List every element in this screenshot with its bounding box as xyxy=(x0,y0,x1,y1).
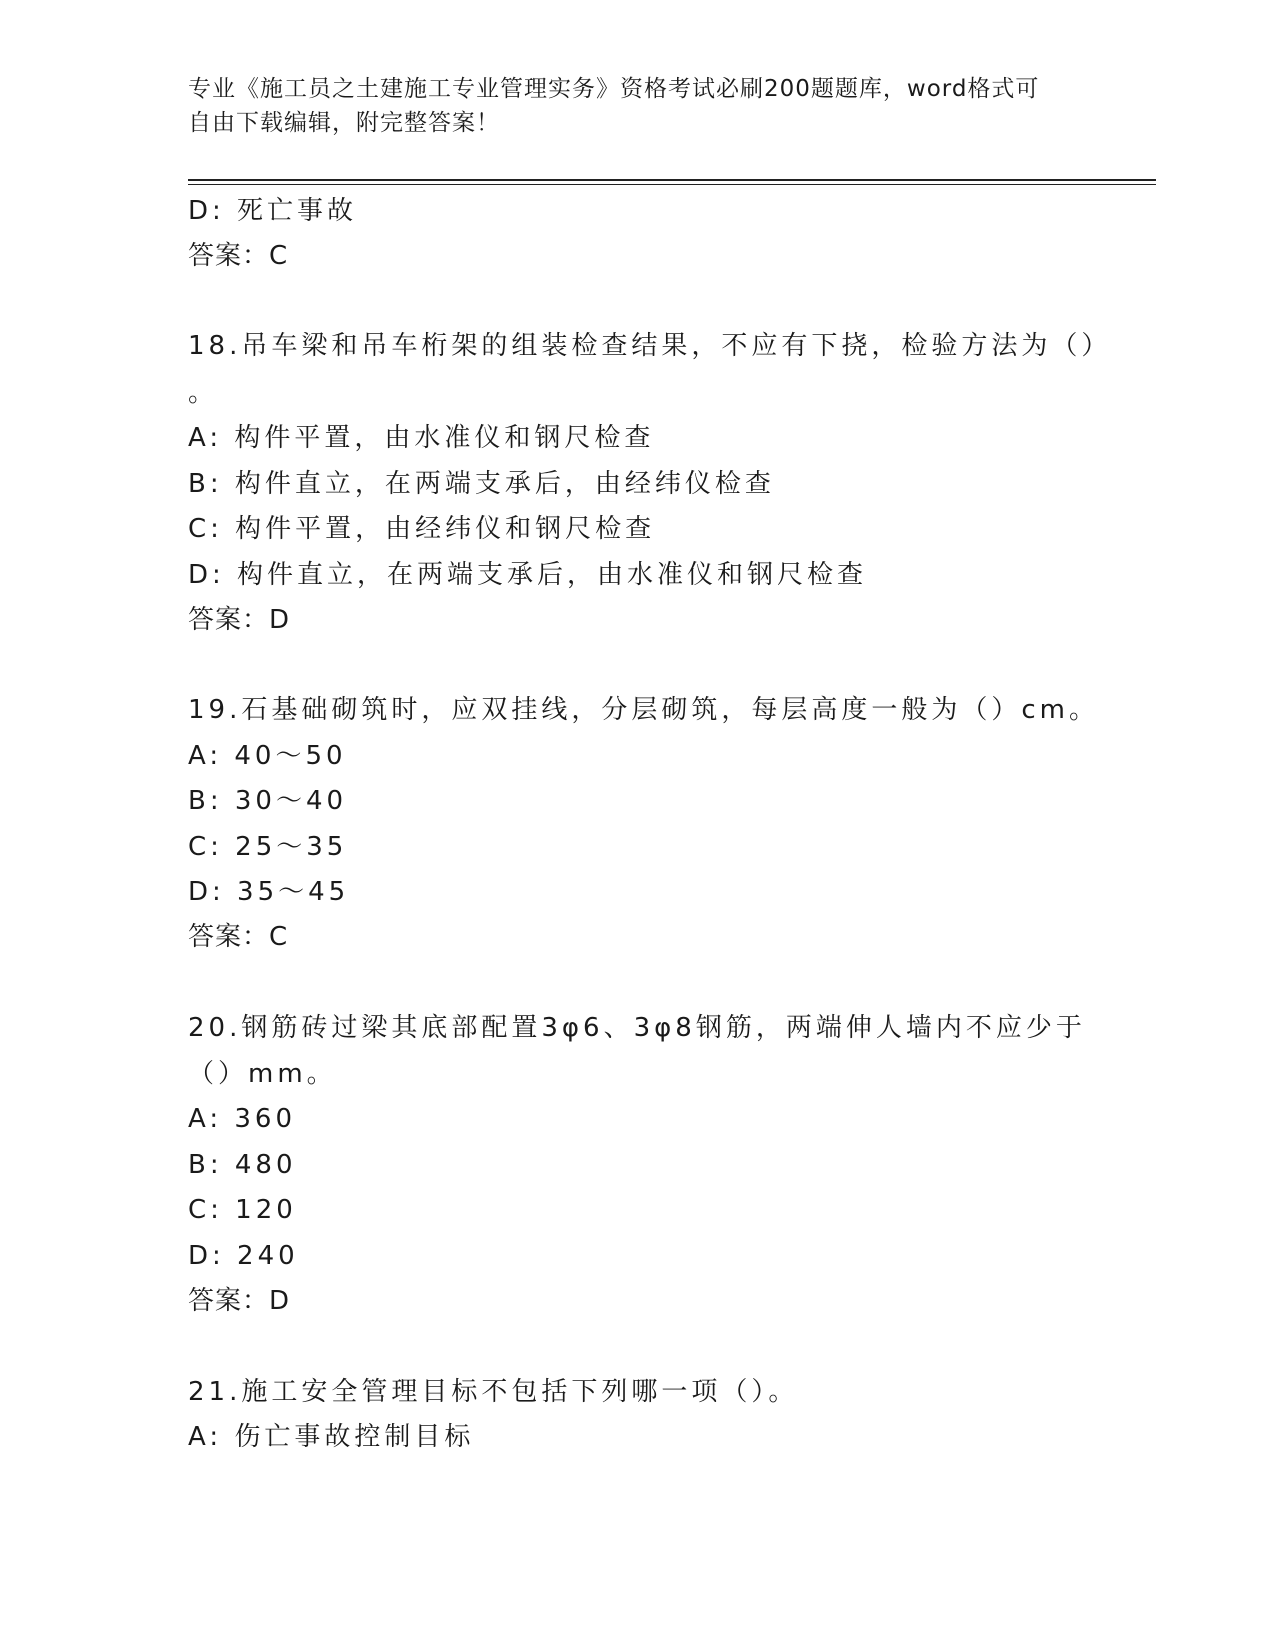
option-line: D: 构件直立，在两端支承后，由水准仪和钢尺检查 xyxy=(188,560,868,590)
question-text: 。 xyxy=(188,378,219,408)
option-line: A: 360 xyxy=(188,1104,296,1134)
option-line: C: 120 xyxy=(188,1195,297,1225)
option-line: C: 25～35 xyxy=(188,832,348,862)
option-line: B: 480 xyxy=(188,1150,297,1180)
document-header: 专业《施工员之土建施工专业管理实务》资格考试必刷200题题库，word格式可 自由下载编辑，附完整答案！ xyxy=(188,76,1040,136)
option-line: D: 死亡事故 xyxy=(188,196,358,226)
option-line: A: 伤亡事故控制目标 xyxy=(188,1422,475,1452)
question-text: （）mm。 xyxy=(188,1059,337,1089)
question-text: 21.施工安全管理目标不包括下列哪一项（）。 xyxy=(188,1377,799,1407)
option-line: D: 240 xyxy=(188,1241,299,1271)
answer-line: 答案：D xyxy=(188,1286,291,1316)
header-divider-thin xyxy=(188,184,1156,185)
answer-line: 答案：C xyxy=(188,922,289,952)
option-line: B: 构件直立，在两端支承后，由经纬仪检查 xyxy=(188,469,775,499)
option-line: A: 构件平置，由水准仪和钢尺检查 xyxy=(188,423,655,453)
answer-line: 答案：D xyxy=(188,605,291,635)
header-divider-thick xyxy=(188,179,1156,181)
answer-line: 答案：C xyxy=(188,241,289,271)
option-line: B: 30～40 xyxy=(188,786,348,816)
question-text: 18.吊车梁和吊车桁架的组装检查结果，不应有下挠，检验方法为（） xyxy=(188,331,1112,361)
question-text: 20.钢筋砖过梁其底部配置3φ6、3φ8钢筋，两端伸人墙内不应少于 xyxy=(188,1013,1086,1043)
option-line: A: 40～50 xyxy=(188,741,347,771)
option-line: C: 构件平置，由经纬仪和钢尺检查 xyxy=(188,514,656,544)
option-line: D: 35～45 xyxy=(188,877,350,907)
question-text: 19.石基础砌筑时，应双挂线，分层砌筑，每层高度一般为（）cm。 xyxy=(188,695,1099,725)
